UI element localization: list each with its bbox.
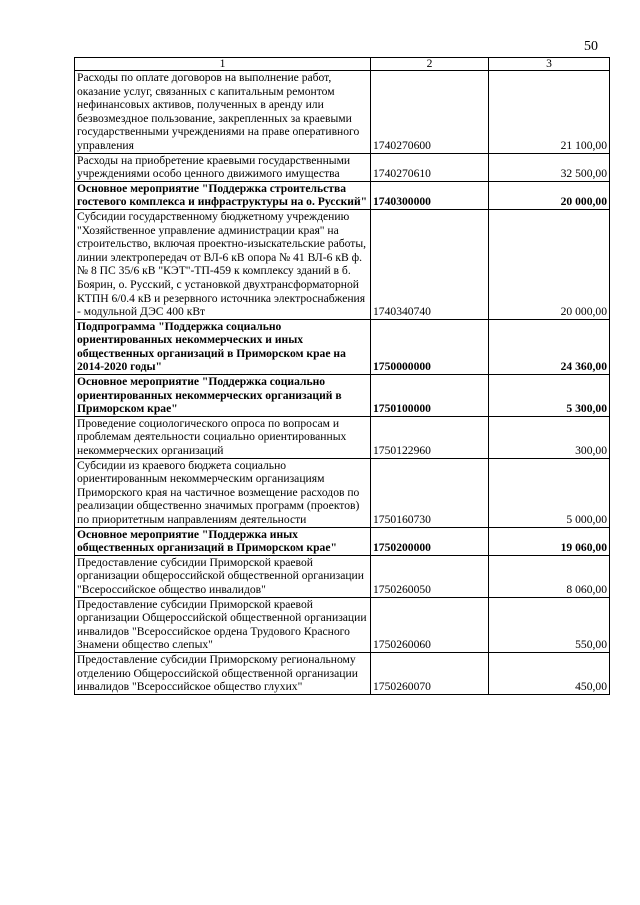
row-amount: 450,00 [489,652,610,694]
row-code: 1750200000 [371,527,489,555]
row-name: Проведение социологического опроса по вопросам и проблемам деятельности социально ориентированных некоммерческих организаций [75,416,371,458]
page-number: 50 [584,39,598,54]
row-code: 1750260070 [371,652,489,694]
row-name: Основное мероприятие "Поддержка социально ориентированных некоммерческих организаций в Приморском крае" [75,375,371,417]
table-row [75,375,610,417]
row-amount: 550,00 [489,597,610,652]
row-amount: 32 500,00 [489,153,610,181]
table-row [75,181,610,209]
row-name: Предоставление субсидии Приморскому региональному отделению Общероссийской общественной организации инвалидов "Всероссийское общество глухих" [75,652,371,694]
row-amount: 8 060,00 [489,555,610,597]
row-amount: 19 060,00 [489,527,610,555]
row-code: 1750000000 [371,319,489,374]
table-row [75,319,610,374]
row-amount: 20 000,00 [489,209,610,319]
row-code: 1740270600 [371,71,489,154]
row-name: Предоставление субсидии Приморской краевой организации Общероссийской общественной организации инвалидов "Всероссийское ордена Трудового Красного Знамени общество слепых" [75,597,371,652]
header-col-1: 1 [75,58,371,71]
table-row [75,71,610,154]
row-code: 1740270610 [371,153,489,181]
row-amount: 300,00 [489,416,610,458]
budget-table [74,57,610,695]
table-row [75,597,610,652]
row-name: Предоставление субсидии Приморской краевой организации общероссийской общественной организации "Всероссийское общество инвалидов" [75,555,371,597]
row-code: 1750260050 [371,555,489,597]
table-row [75,416,610,458]
row-amount: 5 000,00 [489,458,610,527]
row-name: Расходы на приобретение краевыми государственными учреждениями особо ценного движимого имущества [75,153,371,181]
row-name: Субсидии государственному бюджетному учреждению "Хозяйственное управление администрации края" на строительство, включая проектно-изыскательские работы, линии электропередач от ВЛ-6 кВ опора № 41 ВЛ-6 кВ ф. № 8 ПС 35/6 кВ "КЭТ"-ТП-459 к комплексу зданий в б. Боярин, о. Русский, с установкой двухтрансформаторной КТПН 6/0.4 кВ и резервного источника электроснабжения - модульной ДЭС 400 кВт [75,209,371,319]
header-col-3: 3 [489,58,610,71]
table-row [75,458,610,527]
row-name: Основное мероприятие "Поддержка строительства гостевого комплекса и инфраструктуры на о. Русский" [75,181,371,209]
table-header-row [75,58,610,71]
row-name: Расходы по оплате договоров на выполнение работ, оказание услуг, связанных с капитальным ремонтом нефинансовых активов, полученных в аренду или безвозмездное пользование, закрепленных за краевыми государственными учреждениями на праве оперативного управления [75,71,371,154]
row-code: 1740340740 [371,209,489,319]
table-row [75,527,610,555]
table-row [75,153,610,181]
row-amount: 5 300,00 [489,375,610,417]
row-amount: 24 360,00 [489,319,610,374]
header-col-2: 2 [371,58,489,71]
row-code: 1750122960 [371,416,489,458]
table-row [75,555,610,597]
table-row [75,209,610,319]
row-name: Основное мероприятие "Поддержка иных общественных организаций в Приморском крае" [75,527,371,555]
table-row [75,652,610,694]
row-code: 1750100000 [371,375,489,417]
row-code: 1750160730 [371,458,489,527]
row-name: Подпрограмма "Поддержка социально ориентированных некоммерческих и иных общественных организаций в Приморском крае на 2014-2020 годы" [75,319,371,374]
row-code: 1750260060 [371,597,489,652]
row-name: Субсидии из краевого бюджета социально ориентированным некоммерческим организациям Приморского края на частичное возмещение расходов по реализации общественно значимых программ (проектов) по приоритетным направлениям деятельности [75,458,371,527]
row-code: 1740300000 [371,181,489,209]
row-amount: 21 100,00 [489,71,610,154]
row-amount: 20 000,00 [489,181,610,209]
